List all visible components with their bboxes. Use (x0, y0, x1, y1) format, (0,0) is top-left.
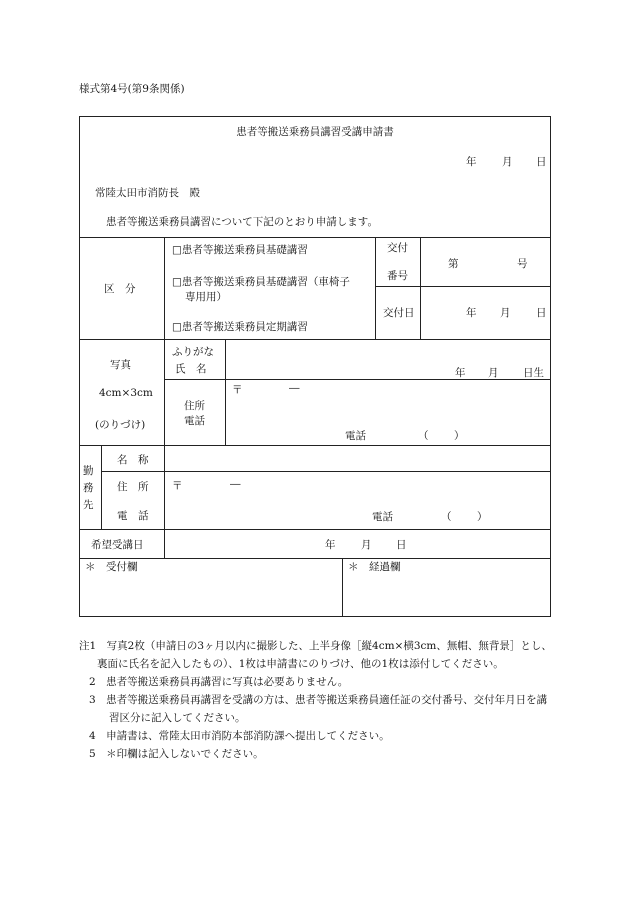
row-line (375, 286, 551, 287)
workplace-label: 務 (83, 482, 94, 494)
frame-right (550, 116, 551, 617)
row-line (79, 339, 551, 340)
workplace-paren-close: ） (477, 511, 488, 523)
name-label: 氏 名 (175, 363, 207, 375)
workplace-address-label: 住 所 (117, 481, 149, 493)
addressee: 常陸太田市消防長 殿 (95, 187, 200, 199)
col-line (101, 445, 102, 529)
issue-no-suffix: 号 (517, 258, 528, 270)
workplace-label: 勤 (83, 465, 94, 477)
col-line (420, 237, 421, 339)
workplace-phone-text: 電話 (372, 511, 393, 523)
frame-left (79, 116, 80, 617)
desired-date-label: 希望受講日 (91, 539, 144, 551)
workplace-name-label: 名 称 (117, 454, 149, 466)
issue-date-label: 交付日 (383, 307, 415, 319)
col-line (375, 237, 376, 339)
frame-top (79, 116, 551, 117)
phone-text: 電話 (345, 430, 366, 442)
postal-mark: 〒 (232, 384, 243, 396)
col-line (164, 237, 165, 339)
date-day: 日 (536, 156, 547, 168)
note-5: 5 ＊印欄は記入しないでください。 (89, 748, 264, 760)
reception-label: ＊ 受付欄 (85, 561, 138, 573)
photo-note: (のりづけ) (95, 419, 146, 431)
note-4: 4 申請書は、常陸太田市消防本部消防課へ提出してください。 (89, 730, 390, 742)
photo-size: 4cm×3cm (99, 387, 153, 399)
intro-text: 患者等搬送乗務員講習について下記のとおり申請します。 (106, 216, 378, 228)
col-line (164, 339, 165, 445)
issue-date-month: 月 (500, 307, 511, 319)
option-wheelchair-cont: 専用用） (185, 291, 227, 303)
issue-date-year: 年 (466, 307, 477, 319)
col-line (342, 558, 343, 617)
desired-year: 年 (325, 539, 336, 551)
frame-bottom (79, 616, 551, 617)
birth-year: 年 (455, 367, 466, 379)
form-number: 様式第4号(第9条関係) (79, 83, 185, 95)
issue-no-prefix: 第 (448, 258, 459, 270)
note-2: 2 患者等搬送乗務員再講習に写真は必要ありません。 (89, 676, 349, 688)
photo-label: 写真 (110, 359, 131, 371)
col-line (225, 339, 226, 445)
birth-day: 日生 (523, 367, 544, 379)
col-line (164, 445, 165, 529)
notes (79, 637, 555, 763)
note-1: 注1 写真2枚（申請日の3ヶ月以内に撮影した、上半身像［縦4cm×横3cm、無帽、無背景］とし、裏面に氏名を記入したもの）、1枚は申請書にのりづけ、他の1枚は添付してください。 (79, 640, 552, 670)
furigana-label: ふりがな (172, 346, 214, 358)
workplace-label: 先 (83, 499, 94, 511)
progress-label: ＊ 経過欄 (348, 561, 401, 573)
desired-month: 月 (361, 539, 372, 551)
phone-label: 電話 (184, 415, 205, 427)
option-basic: □患者等搬送乗務員基礎講習 (172, 244, 308, 256)
workplace-postal-dash: ― (230, 478, 241, 490)
date-year: 年 (466, 156, 477, 168)
form-title: 患者等搬送乗務員講習受講申請書 (236, 126, 394, 138)
workplace-phone-label: 電 話 (117, 510, 149, 522)
desired-day: 日 (396, 539, 407, 551)
row-line (79, 529, 551, 530)
col-line (164, 529, 165, 558)
postal-dash: ― (289, 382, 300, 394)
category-label: 区 分 (104, 283, 136, 295)
paren-close: ） (454, 430, 465, 442)
note-3: 3 患者等搬送乗務員再講習を受講の方は、患者等搬送乗務員適任証の交付番号、交付年月日を講習区分に記入してください。 (89, 694, 548, 724)
issue-no-label-2: 番号 (387, 270, 408, 282)
option-wheelchair: □患者等搬送乗務員基礎講習（車椅子 (172, 276, 350, 288)
workplace-paren-open: （ (441, 511, 452, 523)
row-line (79, 445, 551, 446)
row-line (79, 558, 551, 559)
workplace-postal-mark: 〒 (172, 480, 183, 492)
row-line (101, 471, 551, 472)
paren-open: （ (418, 430, 429, 442)
row-line (79, 237, 551, 238)
issue-no-label: 交付 (387, 242, 408, 254)
birth-month: 月 (488, 367, 499, 379)
issue-date-day: 日 (536, 307, 547, 319)
date-month: 月 (502, 156, 513, 168)
address-label: 住所 (184, 400, 205, 412)
option-periodic: □患者等搬送乗務員定期講習 (172, 321, 308, 333)
